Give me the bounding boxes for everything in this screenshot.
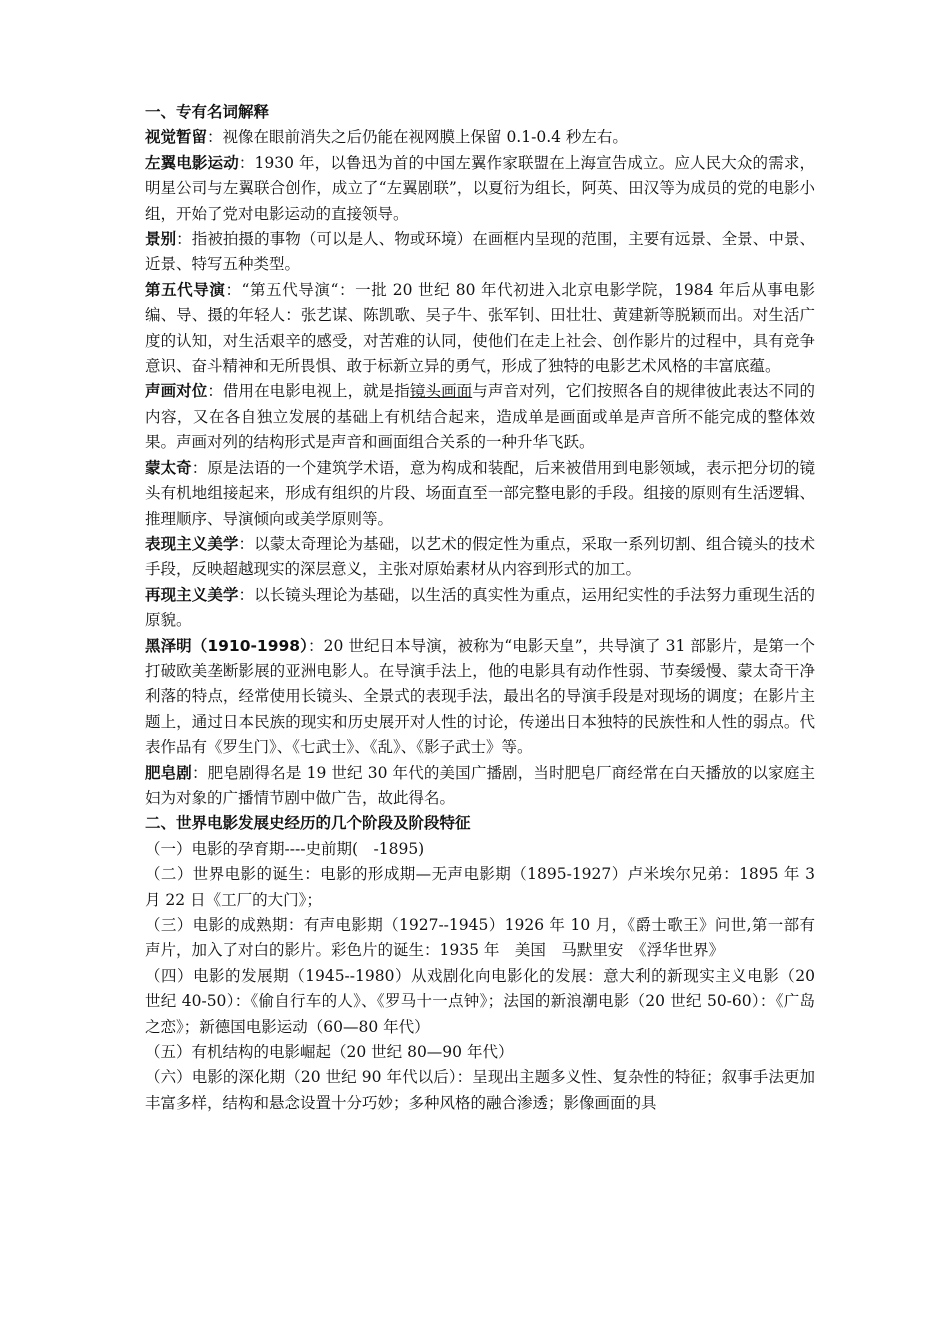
term-label: 再现主义美学 <box>145 585 239 604</box>
history-stage-4: （四）电影的发展期（1945--1980）从戏剧化向电影化的发展：意大利的新现实主义电影（20 世纪 40-50）：《偷自行车的人》、《罗马十一点钟》；法国的新浪潮电影（20 世纪 50-60）：《广岛之恋》；新德国电影运动（60—80 年代） <box>145 966 815 1036</box>
term-definition: ：指被拍摄的事物（可以是人、物或环境）在画框内呈现的范围，主要有远景、全景、中景、近景、特写五种类型。 <box>145 230 815 274</box>
term-label: 左翼电影运动 <box>145 153 239 172</box>
term-label: 蒙太奇 <box>145 458 192 477</box>
term-entry-left-wing-film <box>145 151 815 227</box>
term-entry-fifth-generation <box>145 278 815 380</box>
term-definition: ：1930 年，以鲁迅为首的中国左翼作家联盟在上海宣告成立。应人民大众的需求，明星公司与左翼联合创作，成立了“左翼剧联”，以夏衍为组长，阿英、田汉等为成员的党的电影小组，开始了党对电影运动的直接领导。 <box>145 153 815 223</box>
history-stage-2: （二）世界电影的诞生：电影的形成期—无声电影期（1895-1927）卢米埃尔兄弟：1895 年 3 月 22 日《工厂的大门》； <box>145 865 815 909</box>
term-definition: ：“第五代导演“：一批 20 世纪 80 年代初进入北京电影学院，1984 年后从事电影编、导、摄的年轻人：张艺谋、陈凯歌、吴子牛、张军钊、田壮壮、黄建新等脱颖而出。对生活广度的认知，对生活艰辛的感受，对苦难的认同，使他们在走上社会、创作影片的过程中，具有竞争意识、奋斗精神和无所畏惧、敢于标新立异的勇气，形成了独特的电影艺术风格的丰富底蕴。 <box>145 280 815 376</box>
history-stage-1: （一）电影的孕育期----史前期( -1895) <box>145 839 425 858</box>
term-definition: ：视像在眼前消失之后仍能在视网膜上保留 0.1-0.4 秒左右。 <box>207 128 628 147</box>
term-entry-realist-aesthetics <box>145 583 815 634</box>
document-page <box>145 100 815 1116</box>
term-entry-sound-picture-counterpoint <box>145 379 815 455</box>
term-label: 表现主义美学 <box>145 534 239 553</box>
section-heading-film-history: 二、世界电影发展史经历的几个阶段及阶段特征 <box>145 814 471 833</box>
term-label: 声画对位 <box>145 382 208 401</box>
term-label: 视觉暂留 <box>145 128 208 147</box>
term-definition: ：以长镜头理论为基础，以生活的真实性为重点，运用纪实性的手法努力重现生活的原貌。 <box>145 585 815 630</box>
shot-picture-link[interactable]: 镜头画面 <box>409 382 473 401</box>
term-entry-montage <box>145 456 815 532</box>
term-definition-part: 与声音对列，它们按照各自的规律彼此表达不同的内容，又在各自独立发展的基础上有机结合起来，造成单是画面或单是声音所不能完成的整体效果。声画对列的结构形式是声音和画面组合关系的一种升华飞跃。 <box>145 382 815 452</box>
section-heading-terms: 一、专有名词解释 <box>145 103 270 121</box>
term-definition: ：原是法语的一个建筑学术语，意为构成和装配，后来被借用到电影领域，表示把分切的镜头有机地组接起来，形成有组织的片段、场面直至一部完整电影的手段。组接的原则有生活逻辑、推理顺序、导演倾向或美学原则等。 <box>145 458 815 528</box>
term-definition: ：20 世纪日本导演，被称为“电影天皇”，共导演了 31 部影片，是第一个打破欧美垄断影展的亚洲电影人。在导演手法上，他的电影具有动作性弱、节奏缓慢、蒙太奇干净利落的特点，经常使用长镜头、全景式的表现手法，最出名的导演手段是对现场的调度；在影片主题上，通过日本民族的现实和历史展开对人性的讨论，传递出日本独特的民族性和人性的弱点。代表作品有《罗生门》、《七武士》、《乱》、《影子武士》等。 <box>145 636 816 757</box>
term-definition-part: ：借用在电影电视上，就是指 <box>207 382 410 401</box>
term-label: 第五代导演 <box>145 280 226 299</box>
history-stage-5: （五）有机结构的电影崛起（20 世纪 80—90 年代） <box>145 1043 514 1062</box>
term-label: 景别 <box>145 230 177 249</box>
term-entry-expressionist-aesthetics <box>145 532 815 583</box>
term-label: 肥皂剧 <box>145 763 192 782</box>
term-entry-shot-scale <box>145 227 815 278</box>
term-entry-visual-persistence <box>145 125 815 150</box>
history-stage-3: （三）电影的成熟期：有声电影期（1927--1945）1926 年 10 月，《爵士歌王》问世,第一部有声片，加入了对白的影片。彩色片的诞生：1935 年 美国 马默里安 《浮华世界》 <box>145 916 815 960</box>
term-definition: ：以蒙太奇理论为基础，以艺术的假定性为重点，采取一系列切割、组合镜头的技术手段，反映超越现实的深层意义，主张对原始素材从内容到形式的加工。 <box>145 534 815 579</box>
term-definition: ：肥皂剧得名是 19 世纪 30 年代的美国广播剧，当时肥皂厂商经常在白天播放的以家庭主妇为对象的广播情节剧中做广告，故此得名。 <box>145 763 815 807</box>
term-label: 黑泽明（1910-1998） <box>145 636 309 655</box>
term-entry-soap-opera <box>145 761 815 812</box>
history-stage-6: （六）电影的深化期（20 世纪 90 年代以后）：呈现出主题多义性、复杂性的特征；叙事手法更加丰富多样，结构和悬念设置十分巧妙；多种风格的融合渗透；影像画面的具 <box>145 1068 815 1112</box>
term-entry-kurosawa <box>145 634 815 761</box>
